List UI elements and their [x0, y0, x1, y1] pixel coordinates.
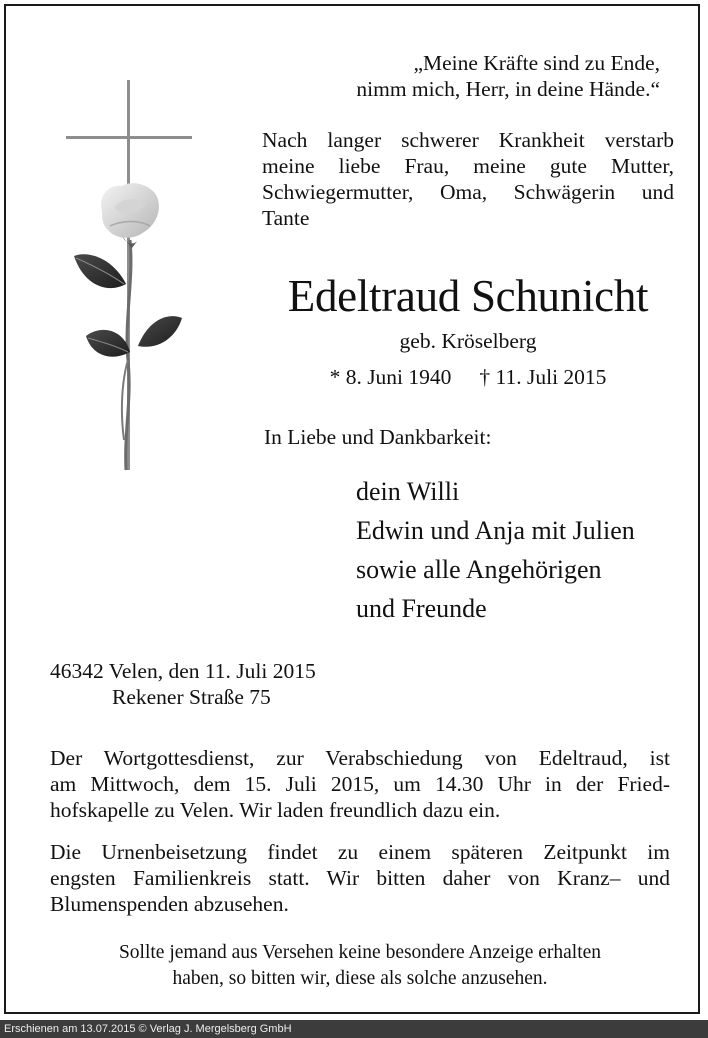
place-and-date: 46342 Velen, den 11. Juli 2015 — [50, 659, 316, 683]
cross-with-rose-image — [62, 80, 196, 474]
burial-line: Blumenspenden abzusehen. — [50, 892, 289, 916]
intro-line: Nach langer schwerer Krankheit verstarb — [262, 128, 674, 152]
maiden-name: geb. Kröselberg — [399, 329, 537, 353]
motto-quote — [356, 50, 660, 102]
intro-line: Tante — [262, 206, 310, 230]
service-line: Der Wortgottesdienst, zur Verabschiedung von Edeltraud, ist — [50, 746, 670, 770]
intro-line: meine liebe Frau, meine gute Mutter, — [262, 154, 674, 178]
intro-text — [262, 127, 674, 231]
rose-leaf-left — [74, 254, 126, 288]
publication-footer: Erschienen am 13.07.2015 © Verlag J. Mergelsberg GmbH — [0, 1020, 708, 1038]
rose-leaf-right — [138, 316, 182, 347]
life-dates — [262, 364, 674, 390]
mourner-entry: Edwin und Anja mit Julien — [356, 516, 635, 545]
service-line: hofskapelle zu Velen. Wir laden freundlich dazu ein. — [50, 798, 501, 822]
burial-line: engsten Familienkreis statt. Wir bitten daher von Kranz– und — [50, 866, 670, 890]
intro-line: Schwiegermutter, Oma, Schwägerin und — [262, 180, 674, 204]
gratitude-line: In Liebe und Dankbarkeit: — [264, 425, 492, 449]
burial-paragraph — [50, 839, 670, 917]
birth-date: * 8. Juni 1940 — [329, 365, 452, 389]
motto-line-1: „Meine Kräfte sind zu Ende, — [413, 51, 660, 75]
mourner-entry: und Freunde — [356, 594, 487, 623]
obituary-frame — [4, 4, 700, 1014]
service-line: am Mittwoch, dem 15. Juli 2015, um 14.30 Uhr in der Fried- — [50, 772, 670, 796]
burial-line: Die Urnenbeisetzung findet zu einem späteren Zeitpunkt im — [50, 840, 670, 864]
note-line: haben, so bitten wir, diese als solche anzusehen. — [172, 968, 548, 989]
motto-line-2: nimm mich, Herr, in deine Hände.“ — [356, 77, 660, 101]
mourners-list — [356, 472, 635, 628]
cross-horizontal-beam — [66, 136, 192, 139]
rose-leaf-lower — [86, 330, 130, 357]
service-paragraph — [50, 745, 670, 823]
mourner-entry: sowie alle Angehörigen — [356, 555, 602, 584]
closing-note — [50, 940, 670, 992]
mourner-entry: dein Willi — [356, 477, 460, 506]
note-line: Sollte jemand aus Versehen keine besondere Anzeige erhalten — [118, 942, 602, 963]
death-date: † 11. Juli 2015 — [479, 365, 607, 389]
deceased-name: Edeltraud Schunicht — [287, 271, 649, 321]
street-address: Rekener Straße 75 — [112, 685, 271, 709]
